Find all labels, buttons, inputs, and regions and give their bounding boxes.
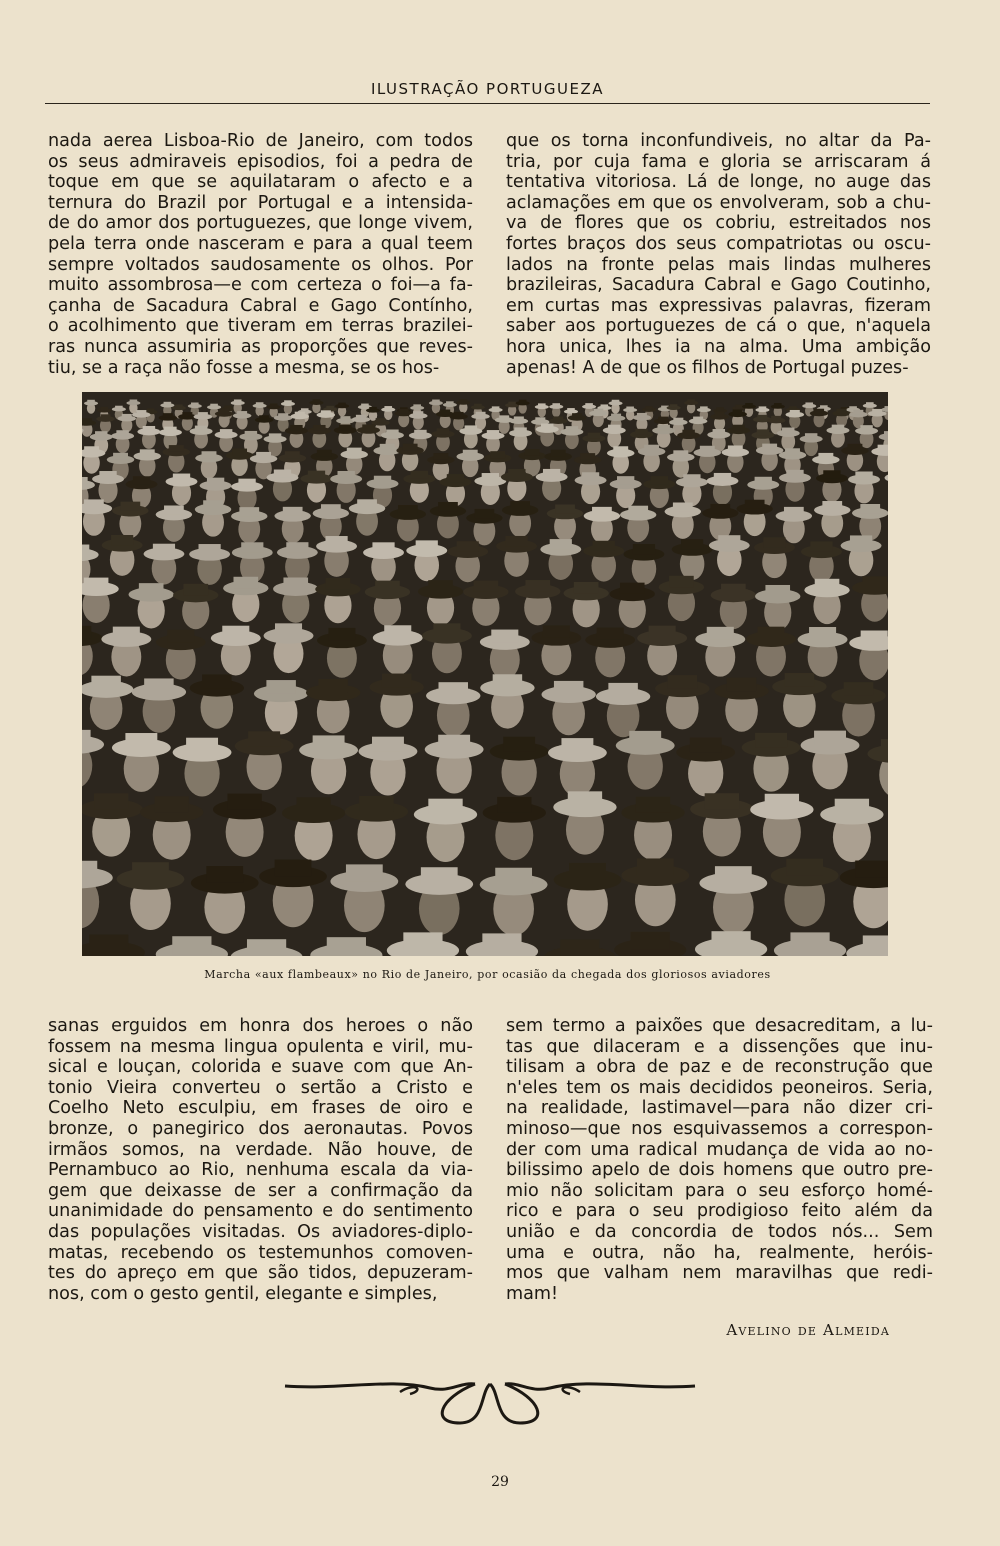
running-head-title: ILUSTRAÇÃO PORTUGUEZA xyxy=(371,80,604,98)
text-line: tentativa vitoriosa. Lá de longe, no auge das xyxy=(506,172,931,193)
page-number: 29 xyxy=(491,1474,509,1490)
text-line: muito assombrosa—e com certeza o foi—a fa- xyxy=(48,275,473,296)
text-line: fortes braços dos seus compatriotas ou oscu- xyxy=(506,233,931,254)
author-signature: Avelino de Almeida xyxy=(726,1321,890,1339)
text-line: fossem na mesma lingua opulenta e viril, mu- xyxy=(48,1036,473,1057)
text-line: matas, recebendo os testemunhos comoven- xyxy=(48,1242,473,1263)
text-line: de do amor dos portuguezes, que longe vivem, xyxy=(48,213,473,234)
text-line: çanha de Sacadura Cabral e Gago Contínho, xyxy=(48,295,473,316)
text-line: o acolhimento que tiveram em terras brazilei- xyxy=(48,316,473,337)
text-line: irmãos somos, na verdade. Não houve, de xyxy=(48,1139,473,1160)
text-line: gem que deixasse de ser a confirmação da xyxy=(48,1180,473,1201)
text-line: pela terra onde nasceram e para a qual teem xyxy=(48,233,473,254)
text-line: união e da concordia de todos nós... Sem xyxy=(506,1221,933,1242)
text-line: os seus admiraveis episodios, foi a pedra de xyxy=(48,151,473,172)
article-column-top-left xyxy=(48,131,473,378)
text-line: sanas erguidos em honra dos heroes o não xyxy=(48,1016,473,1036)
text-line: sical e louçan, colorida e suave com que An- xyxy=(48,1057,473,1078)
text-line: mam! xyxy=(506,1283,559,1304)
text-line: va de flores que os cobriu, estreitados nos xyxy=(506,213,931,234)
header-rule xyxy=(45,103,930,104)
text-line: saber aos portuguezes de cá o que, n'aquela xyxy=(506,316,931,337)
text-line: tes do apreço em que são tidos, depuzeram- xyxy=(48,1263,473,1284)
text-line: mio não solicitam para o seu esforço homé- xyxy=(506,1180,933,1201)
text-line: hora unica, lhes ia na alma. Uma ambição xyxy=(506,336,931,357)
text-line: uma e outra, não ha, realmente, heróis- xyxy=(506,1242,933,1263)
text-line: tria, por cuja fama e gloria se arriscaram á xyxy=(506,151,931,172)
text-line: sempre voltados saudosamente os olhos. Por xyxy=(48,254,473,275)
text-line: aclamações em que os envolveram, sob a chu- xyxy=(506,192,931,213)
text-line: toque em que se aquilataram o afecto e a xyxy=(48,172,473,193)
text-line: brazileiras, Sacadura Cabral e Gago Coutinho, xyxy=(506,275,931,296)
photo-caption: Marcha «aux flambeaux» no Rio de Janeiro, por ocasião da chegada dos gloriosos aviadores xyxy=(204,968,771,981)
article-column-bottom-left xyxy=(48,1016,473,1304)
text-line: unanimidade do pensamento e do sentimento xyxy=(48,1201,473,1222)
article-column-top-right xyxy=(506,131,931,378)
text-line: tilisam a obra de paz e de reconstrução que xyxy=(506,1057,933,1078)
text-line: ras nunca assumiria as proporções que reves- xyxy=(48,336,473,357)
text-line: bilissimo apelo de dois homens que outro pre- xyxy=(506,1160,933,1181)
text-line: mos que valham nem maravilhas que redi- xyxy=(506,1263,933,1284)
text-line: n'eles tem os mais decididos peoneiros. Seria, xyxy=(506,1077,933,1098)
text-line: lados na fronte pelas mais lindas mulheres xyxy=(506,254,931,275)
text-line: Coelho Neto esculpiu, em frases de oiro e xyxy=(48,1098,473,1119)
text-line: nada aerea Lisboa-Rio de Janeiro, com todos xyxy=(48,131,473,151)
text-line: tonio Vieira converteu o sertão a Cristo e xyxy=(48,1077,473,1098)
text-line: na realidade, lastimavel—para não dizer cri- xyxy=(506,1098,933,1119)
ornament-divider xyxy=(280,1368,700,1428)
text-line: em curtas mas expressivas palavras, fizeram xyxy=(506,295,931,316)
text-line: que os torna inconfundiveis, no altar da Pa- xyxy=(506,131,931,151)
text-line: rico e para o seu prodigioso feito além da xyxy=(506,1201,933,1222)
text-line: minoso—que nos esquivassemos a correspon- xyxy=(506,1118,933,1139)
text-line: der com uma radical mudança de vida ao no- xyxy=(506,1139,933,1160)
text-line: Pernambuco ao Rio, nenhuma escala da via- xyxy=(48,1160,473,1181)
text-line: tiu, se a raça não fosse a mesma, se os hos- xyxy=(48,357,440,378)
text-line: tas que dilaceram e a dissenções que inu- xyxy=(506,1036,933,1057)
crowd-photograph xyxy=(82,392,888,956)
text-line: nos, com o gesto gentil, elegante e simples, xyxy=(48,1283,438,1304)
text-line: ternura do Brazil por Portugal e a intensida- xyxy=(48,192,473,213)
text-line: apenas! A de que os filhos de Portugal puzes- xyxy=(506,357,909,378)
text-line: bronze, o panegirico dos aeronautas. Povos xyxy=(48,1118,473,1139)
text-line: das populações visitadas. Os aviadores-diplo- xyxy=(48,1221,473,1242)
article-column-bottom-right xyxy=(506,1016,933,1304)
text-line: sem termo a paixões que desacreditam, a lu- xyxy=(506,1016,933,1036)
